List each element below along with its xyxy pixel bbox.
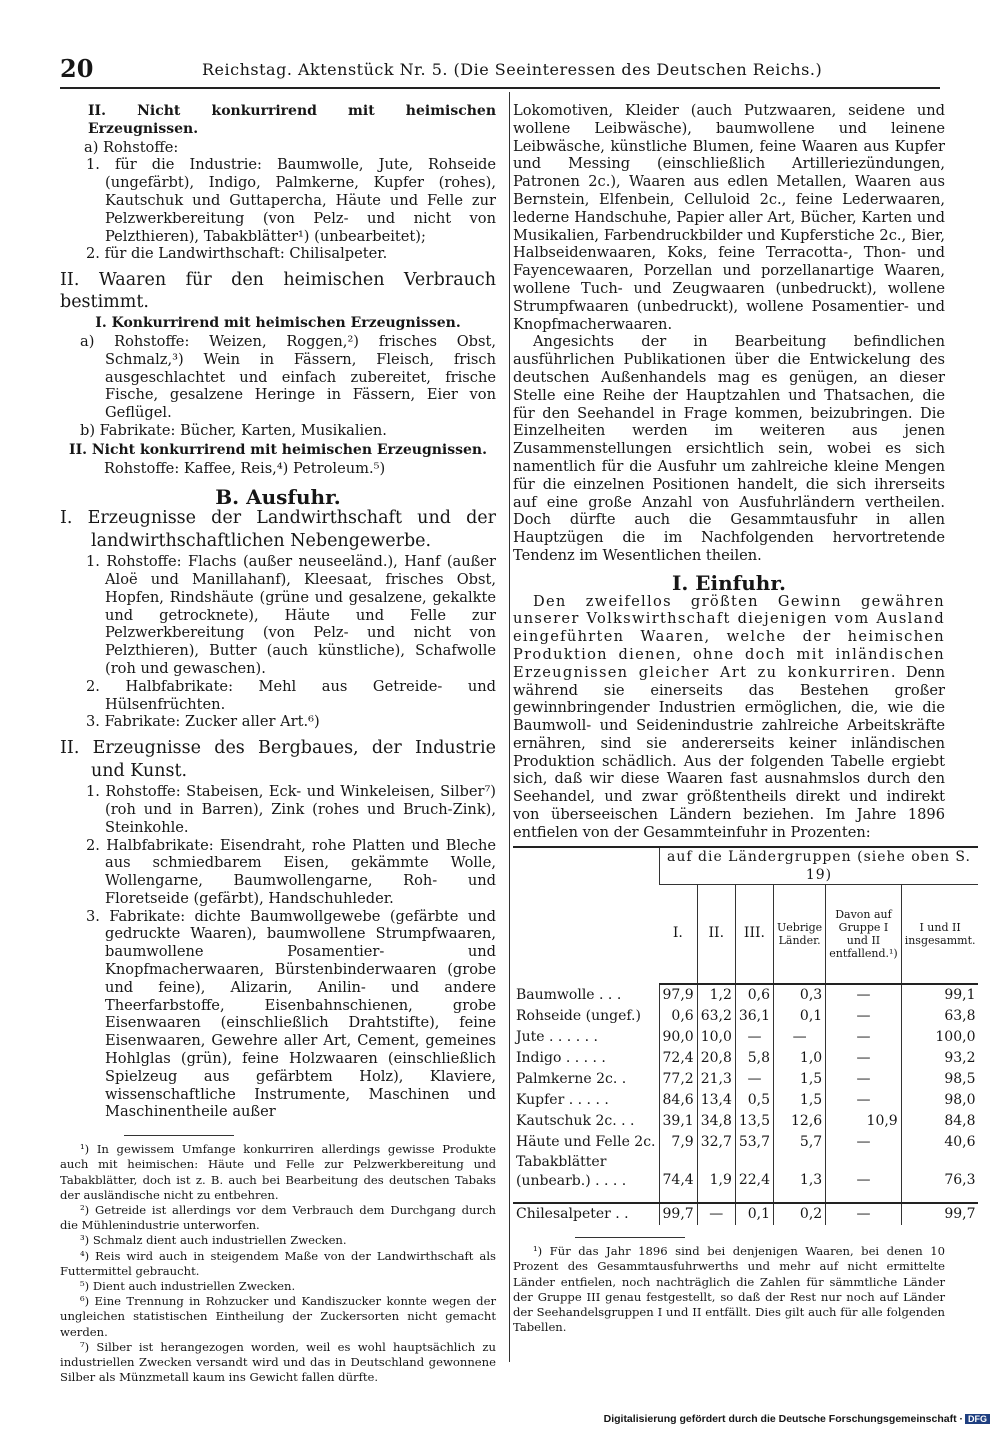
digitization-credit xyxy=(604,1413,990,1425)
heading-a-ii: II. Nicht konkurrirend mit heimischen Erzeugnissen. xyxy=(88,103,496,137)
footnote-4: ⁴) Reis wird auch in steigendem Maße von der Landwirthschaft als Futtermittel gebraucht. xyxy=(60,1248,496,1278)
right-column xyxy=(513,102,976,1335)
table-cell: — xyxy=(826,1069,902,1090)
table-cell: 99,1 xyxy=(901,984,978,1006)
heading-ausfuhr: B. Ausfuhr. xyxy=(215,485,341,510)
table-row xyxy=(513,1132,978,1153)
text-w-ii: Rohstoffe: Kaffee, Reis,⁴) Petroleum.⁵) xyxy=(104,459,386,477)
table-cell: 84,8 xyxy=(901,1111,978,1132)
list-item-b1-1: 1. Rohstoffe: Flachs (außer neuseeländ.), Hanf (außer Aloë und Manillahanf), Kleesaat, frisches Obst, Hopfen, Rindshäute (grüne und gesalzene, gekalkte und getrocknete), Häute und Felle zur Pelzwerkbereitung (von Pelz- und nicht von Pelzthieren), Butter (auch künstliche), Schafwolle (roh und gewaschen). xyxy=(86,553,496,677)
table-cell: 7,9 xyxy=(659,1132,697,1153)
table-cell: — xyxy=(735,1027,773,1048)
table-cell: 32,7 xyxy=(697,1132,735,1153)
table-row xyxy=(513,1111,978,1132)
table-cell: 21,3 xyxy=(697,1069,735,1090)
table-cell: 36,1 xyxy=(735,1006,773,1027)
paragraph-angesichts: Angesichts der in Bearbeitung befindlichen ausführlichen Publikationen über die Entwickelung des deutschen Außenhandels mag es genügen, an dieser Stelle eine Reihe der Hauptzahlen und Thatsachen, die für den Seehandel in Frage kommen, beizubringen. Die Einzelheiten werden im weiteren aus jenen Zusammenstellungen ersichtlich sein, wobei es sich namentlich für die Ausfuhr um zahlreiche kleine Mengen für die einzelnen Positionen handelt, die sich ihrerseits auf eine große Anzahl von Ausfuhrländern vertheilen. Doch dürfte auch die Gesammtausfuhr in allen Hauptzügen die im Nachfolgenden hervortretende Tendenz im Wesentlichen theilen. xyxy=(513,333,945,564)
row-label: Häute und Felle 2c. xyxy=(516,1134,656,1151)
table-corner xyxy=(513,847,659,985)
list-item-b2-1: 1. Rohstoffe: Stabeisen, Eck- und Winkeleisen, Silber⁷) (roh und in Barren), Zink (rohes und Bruch-Zink), Steinkohle. xyxy=(86,783,496,836)
col-header-5: Davon auf Gruppe I und II entfallend.¹) xyxy=(826,884,902,984)
row-label: Baumwolle . . . xyxy=(516,986,622,1003)
list-item-w-b: b) Fabrikate: Bücher, Karten, Musikalien. xyxy=(80,421,387,439)
table-cell: 13,5 xyxy=(735,1111,773,1132)
row-label: Indigo . . . . . xyxy=(516,1050,606,1067)
footnote-2: ²) Getreide ist allerdings vor dem Verbrauch dem Durchgang durch die Mühlenindustrie unterworfen. xyxy=(60,1203,496,1233)
table-cell: — xyxy=(735,1069,773,1090)
table-cell: — xyxy=(826,1132,902,1153)
table-cell: 1,3 xyxy=(774,1153,826,1191)
table-cell: 63,2 xyxy=(697,1006,735,1027)
table-cell: 39,1 xyxy=(659,1111,697,1132)
row-label: Palmkerne 2c. . xyxy=(516,1071,627,1088)
import-table xyxy=(513,846,978,1226)
page-header xyxy=(60,54,940,88)
table-cell: 0,2 xyxy=(774,1203,826,1225)
heading-w-ii: II. Nicht konkurrirend mit heimischen Erzeugnissen. xyxy=(69,441,487,458)
table-cell: — xyxy=(826,984,902,1006)
table-cell: 84,6 xyxy=(659,1090,697,1111)
table-cell: — xyxy=(826,1027,902,1048)
table-cell: — xyxy=(697,1203,735,1225)
credit-text: Digitalisierung gefördert durch die Deutsche Forschungsgemeinschaft · xyxy=(603,1413,963,1425)
list-item-b1-2: 2. Halbfabrikate: Mehl aus Getreide- und Hülsenfrüchten. xyxy=(86,677,496,713)
table-cell: 40,6 xyxy=(901,1132,978,1153)
left-footnotes xyxy=(60,1142,496,1385)
table-cell: 5,7 xyxy=(774,1132,826,1153)
table-cell: 1,2 xyxy=(697,984,735,1006)
column-divider xyxy=(509,92,510,1362)
list-item-landwirthschaft: 2. für die Landwirthschaft: Chilisalpeter. xyxy=(86,245,388,263)
heading-einfuhr: I. Einfuhr. xyxy=(671,570,786,595)
col-header-2: II. xyxy=(697,884,735,984)
table-group-header: auf die Ländergruppen (siehe oben S. 19) xyxy=(659,847,978,885)
table-cell: 10,9 xyxy=(826,1111,902,1132)
header-rule xyxy=(60,87,940,89)
heading-b-ii: II. Erzeugnisse des Bergbaues, der Industrie und Kunst. xyxy=(60,738,496,782)
table-cell: 97,9 xyxy=(659,984,697,1006)
table-cell: 98,5 xyxy=(901,1069,978,1090)
row-label: Kupfer . . . . . xyxy=(516,1092,609,1109)
row-label: Jute . . . . . . xyxy=(516,1029,598,1046)
table-cell: 99,7 xyxy=(901,1203,978,1225)
table-cell: — xyxy=(826,1090,902,1111)
running-title: Reichstag. Aktenstück Nr. 5. (Die Seeinteressen des Deutschen Reichs.) xyxy=(202,60,823,79)
table-cell: 1,5 xyxy=(774,1090,826,1111)
table-cell: 72,4 xyxy=(659,1048,697,1069)
page-number: 20 xyxy=(60,54,94,83)
table-cell: 12,6 xyxy=(774,1111,826,1132)
table-cell: 20,8 xyxy=(697,1048,735,1069)
footnote-6: ⁶) Eine Trennung in Rohzucker und Kandiszucker konnte wegen der ungleichen statistischen Eintheilung der Zuckersorten nicht gemacht werden. xyxy=(60,1294,496,1339)
table-cell: 99,7 xyxy=(659,1203,697,1225)
table-cell: 0,6 xyxy=(735,984,773,1006)
spaced-text: Den zweifellos größten Gewinn gewähren unserer Volkswirthschaft diejenigen vom Ausland eingeführten Waaren, welche der heimischen Produktion dienen, ohne doch mit inländischen Erzeugnissen gleicher Art zu konkurriren. xyxy=(513,592,945,681)
table-cell: 90,0 xyxy=(659,1027,697,1048)
row-label: Chilesalpeter . . xyxy=(513,1203,659,1225)
footnote-rule xyxy=(124,1135,234,1136)
table-cell: 0,1 xyxy=(774,1006,826,1027)
table-cell: 53,7 xyxy=(735,1132,773,1153)
table-row xyxy=(513,1069,978,1090)
table-cell: 0,3 xyxy=(774,984,826,1006)
heading-w-i: I. Konkurrirend mit heimischen Erzeugnissen. xyxy=(95,315,461,332)
table-cell: — xyxy=(826,1153,902,1191)
table-cell: 1,9 xyxy=(697,1153,735,1191)
col-header-4: Uebrige Länder. xyxy=(774,884,826,984)
table-row xyxy=(513,1153,978,1191)
table-cell: 13,4 xyxy=(697,1090,735,1111)
table-cell: 74,4 xyxy=(659,1153,697,1191)
table-cell: 98,0 xyxy=(901,1090,978,1111)
table-row xyxy=(513,1006,978,1027)
col-header-6: I und II insgesammt. xyxy=(901,884,978,984)
table-cell: 5,8 xyxy=(735,1048,773,1069)
table-cell: 0,1 xyxy=(735,1203,773,1225)
row-label: Tabakblätter (unbearb.) . . . . xyxy=(516,1154,627,1190)
dfg-logo: DFG xyxy=(965,1414,990,1424)
table-cell: 63,8 xyxy=(901,1006,978,1027)
footnote-5: ⁵) Dient auch industriellen Zwecken. xyxy=(80,1279,296,1294)
row-label: Kautschuk 2c. . . xyxy=(516,1113,635,1130)
table-cell: — xyxy=(826,1006,902,1027)
table-row xyxy=(513,1048,978,1069)
table-cell: 1,5 xyxy=(774,1069,826,1090)
table-footnote: ¹) Für das Jahr 1896 sind bei denjenigen Waaren, bei denen 10 Prozent des Gesammtausfuhrwerths und mehr auf nicht ermittelte Länder entfielen, noch nachträglich die Zahlen für sämmtliche Länder der Gruppe III genau festgestellt, so daß der Rest nur noch auf Länder der Seehandelsgruppen I und II entfällt. Dies gilt auch für alle folgenden Tabellen. xyxy=(513,1244,945,1335)
list-a-rohstoffe: a) Rohstoffe: xyxy=(84,138,179,156)
table-row xyxy=(513,1090,978,1111)
table-cell: 76,3 xyxy=(901,1153,978,1191)
right-footnotes xyxy=(513,1244,945,1335)
row-label: Rohseide (ungef.) xyxy=(516,1008,641,1025)
table-cell: — xyxy=(826,1203,902,1225)
paragraph-gewinn xyxy=(513,593,945,842)
table-cell: — xyxy=(826,1048,902,1069)
heading-waaren-verbrauch: II. Waaren für den heimischen Verbrauch bestimmt. xyxy=(60,270,496,313)
left-column xyxy=(60,103,496,1386)
table-cell: 77,2 xyxy=(659,1069,697,1090)
table-row xyxy=(513,1027,978,1048)
list-item-w-a: a) Rohstoffe: Weizen, Roggen,²) frisches Obst, Schmalz,³) Wein in Fässern, Fleisch, frisch ausgeschlachtet und einfach zubereitet, frische Fische, gesalzene Heringe in Fässern, Eier von Geflügel. xyxy=(80,332,496,422)
table-cell: — xyxy=(774,1027,826,1048)
table-cell: 93,2 xyxy=(901,1048,978,1069)
table-spacer xyxy=(513,1191,978,1203)
table-cell: 0,5 xyxy=(735,1090,773,1111)
table-cell: 100,0 xyxy=(901,1027,978,1048)
footnote-1: ¹) In gewissem Umfange konkurriren allerdings gewisse Produkte auch mit heimischen: Häute und Felle zur Pelzwerkbereitung und Tabakblätter, doch ist z. B. auch bei Bearbeitung des deutschen Tabaks der ausländische nicht zu entbehren. xyxy=(60,1142,496,1202)
footnote-7: ⁷) Silber ist herangezogen worden, weil es wohl hauptsächlich zu industriellen Zwecken versandt wird und das in Deutschland gewonnene Silber als Münzmetall kaum ins Gewicht fallen dürfte. xyxy=(60,1339,496,1385)
table-cell: 0,6 xyxy=(659,1006,697,1027)
paragraph-gewinn-rest: Denn während sie einerseits das Bestehen großer gewinnbringender Industrien ermöglichen, die, wie die Baumwoll- und Seidenindustrie zahlreiche Arbeitskräfte ernähren, sind sie andererseits keiner inländischen Produktion schädlich. Aus der folgenden Tabelle ergiebt sich, daß wir diese Waaren fast ausnahmslos durch den Seehandel, und zwar größtentheils direkt und indirekt von überseeischen Ländern beziehen. Im Jahre 1896 entfielen von der Gesammteinfuhr in Prozenten: xyxy=(513,663,946,841)
continuation-text: Lokomotiven, Kleider (auch Putzwaaren, seidene und wollene Leibwäsche), baumwollene und leinene Leibwäsche, künstliche Blumen, feine Waaren aus Kupfer und Messing (einschließlich Artilleriezündungen, Patronen 2c.), Waaren aus edlen Metallen, Waaren aus Bernstein, Elfenbein, Celluloid 2c., feine Lederwaaren, lederne Handschuhe, Papier aller Art, Bücher, Karten und Musikalien, Farbendruckbilder und Kupferstiche 2c., Bier, Halbseidenwaaren, Koks, feine Terracotta-, Thon- und Fayencewaaren, Porzellan und porzellanartige Waaren, wollene Tuch- und Zeugwaaren (unbedruckt), wollene Strumpfwaaren (unbedruckt), wollene Posamentier- und Knopfmacherwaaren. xyxy=(513,102,945,333)
table-row xyxy=(513,984,978,1006)
list-item-industrie: 1. für die Industrie: Baumwolle, Jute, Rohseide (ungefärbt), Indigo, Palmkerne, Kupfer (rohes), Kautschuk und Guttapercha, Häute und Felle zur Pelzwerkbereitung (von Pelz- und nicht von Pelzthieren), Tabakblätter¹) (unbearbeitet); xyxy=(86,156,496,245)
heading-b-i: I. Erzeugnisse der Landwirthschaft und der landwirthschaftlichen Nebengewerbe. xyxy=(60,508,496,552)
footnote-3: ³) Schmalz dient auch industriellen Zwecken. xyxy=(80,1233,347,1248)
table-row-chilesalpeter xyxy=(513,1203,978,1225)
col-header-3: III. xyxy=(735,884,773,984)
table-cell: 34,8 xyxy=(697,1111,735,1132)
col-header-1: I. xyxy=(659,884,697,984)
list-item-b2-2: 2. Halbfabrikate: Eisendraht, rohe Platten und Bleche aus schmiedbarem Eisen, gekämmte Wolle, Wollengarne, Baumwollengarne, Roh- und Floretseide (gefärbt), Handschuhleder. xyxy=(86,836,496,907)
list-item-b2-3: 3. Fabrikate: dichte Baumwollgewebe (gefärbte und gedruckte Waaren), baumwollene Strumpfwaaren, baumwollene Posamentier- und Knopfmacherwaaren, Bürstenbinderwaaren (grobe und feine), Alizarin, Anilin- und andere Theerfarbstoffe, Eisenbahnschienen, grobe Eisenwaaren (einschließlich Drahtstifte), feine Eisenwaaren, Gewehre aller Art, Cement, gemeines Hohlglas (grün), feine Holzwaaren (einschließlich Spielzeug aus gefärbtem Holz), Klaviere, wissenschaftliche Instrumente, Maschinen und Maschinentheile außer xyxy=(86,907,496,1121)
table-cell: 10,0 xyxy=(697,1027,735,1048)
table-cell: 22,4 xyxy=(735,1153,773,1191)
table-cell: 1,0 xyxy=(774,1048,826,1069)
list-item-b1-3: 3. Fabrikate: Zucker aller Art.⁶) xyxy=(86,713,320,731)
right-footnote-rule xyxy=(575,1237,685,1238)
